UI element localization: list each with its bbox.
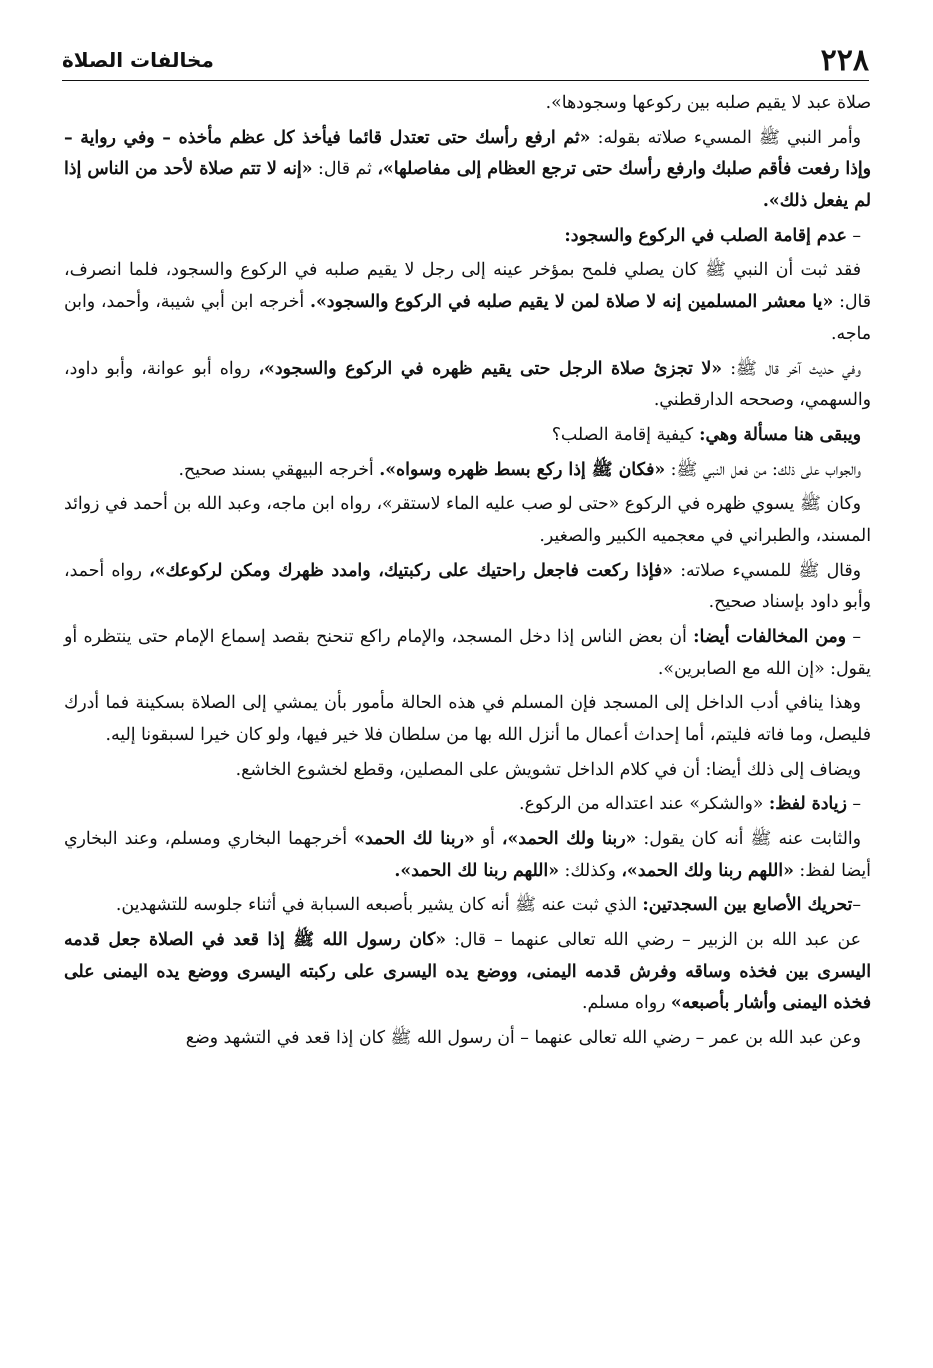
paragraph: والثابت عنه ﷺ أنه كان يقول: «ربنا ولك الحمد»، أو «ربنا لك الحمد» أخرجهما البخاري ومسلم، وعند البخاري أيضا لفظ: «اللهم ربنا ولك الحمد»، وكذلك: «اللهم ربنا لك الحمد». xyxy=(64,828,871,881)
page-header xyxy=(62,40,869,81)
hadith-quote: «ثم ارفع رأسك حتى تعتدل قائما فيأخذ كل عظم مأخذه – وفي رواية – وإذا رفعت فأقم صلبك وارفع رأسك حتى ترجع العظام إلى مفاصلها»، xyxy=(64,127,871,180)
paragraph: وقال ﷺ للمسيء صلاته: «فإذا ركعت فاجعل راحتيك على ركبتيك، وامدد ظهرك ومكن لركوعك»، رواه أحمد، وأبو داود بإسناد صحيح. xyxy=(64,560,871,613)
hadith-quote: «إنه لا تتم صلاة لأحد من الناس إذا لم يفعل ذلك». xyxy=(64,159,871,212)
hadith-quote: «فإذا ركعت فاجعل راحتيك على ركبتيك، وامدد ظهرك ومكن لركوعك»، xyxy=(149,560,673,581)
page-body xyxy=(64,88,871,1058)
section-heading: – زيادة لفظ: «والشكر» عند اعتداله من الركوع. xyxy=(519,794,861,815)
paragraph: وهذا ينافي أدب الداخل إلى المسجد فإن المسلم في هذه الحالة مأمور بأن يمشي إلى الصلاة بسكينة فما أدرك فليصل، وما فاته فليتم، أما إحداث أعمال ما أنزل الله بها من سلطان فلا خير فيها، ولو كان خيرا لسبقونا إليه. xyxy=(64,693,871,746)
section-heading: – ومن المخالفات أيضا: أن بعض الناس إذا دخل المسجد، والإمام راكع تنحنح بقصد إسماع الإمام حتى ينتظره أو يقول: «إن الله مع الصابرين». xyxy=(64,626,871,679)
paragraph: ويبقى هنا مسألة وهي: كيفية إقامة الصلب؟ xyxy=(551,424,861,445)
hadith-quote: «فكان ﷺ إذا ركع بسط ظهره وسواه». xyxy=(379,459,666,480)
page-number: ٢٢٨ xyxy=(820,42,869,78)
paragraph: فقد ثبت أن النبي ﷺ كان يصلي فلمح بمؤخر عينه إلى رجل لا يقيم صلبه في الركوع والسجود، فلما انصرف، قال: «يا معشر المسلمين إنه لا صلاة لمن لا يقيم صلبه في الركوع والسجود». أخرجه ابن أبي شيبة، وأحمد، وابن ماجه. xyxy=(64,260,871,344)
hadith-quote: «يا معشر المسلمين إنه لا صلاة لمن لا يقيم صلبه في الركوع والسجود». xyxy=(309,292,834,313)
paragraph: ويضاف إلى ذلك أيضا: أن في كلام الداخل تشويش على المصلين، وقطع لخشوع الخاشع. xyxy=(235,759,861,780)
running-title: مخالفات الصلاة xyxy=(62,48,214,72)
paragraph: والجواب على ذلك: من فعل النبي ﷺ: «فكان ﷺ إذا ركع بسط ظهره وسواه». أخرجه البيهقي بسند صحيح. xyxy=(178,459,861,480)
paragraph: عن عبد الله بن الزبير – رضي الله تعالى عنهما – قال: «كان رسول الله ﷺ إذا قعد في الصلاة جعل قدمه اليسرى بين فخذه وساقه وفرش قدمه اليمنى، ووضع يده اليسرى على ركبته اليسرى ووضع يده اليمنى على فخذه اليمنى وأشار بأصبعه» رواه مسلم. xyxy=(64,929,871,1014)
paragraph: وأمر النبي ﷺ المسيء صلاته بقوله: «ثم ارفع رأسك حتى تعتدل قائما فيأخذ كل عظم مأخذه – وفي رواية – وإذا رفعت فأقم صلبك وارفع رأسك حتى ترجع العظام إلى مفاصلها»، ثم قال: «إنه لا تتم صلاة لأحد من الناس إذا لم يفعل ذلك». xyxy=(64,127,871,212)
section-heading: – عدم إقامة الصلب في الركوع والسجود: xyxy=(564,225,861,246)
hadith-quote: «لا تجزئ صلاة الرجل حتى يقيم ظهره في الركوع والسجود»، xyxy=(258,358,723,379)
paragraph: صلاة عبد لا يقيم صلبه بين ركوعها وسجودها». xyxy=(545,93,871,113)
paragraph: وفي حديث آخر قال ﷺ: «لا تجزئ صلاة الرجل حتى يقيم ظهره في الركوع والسجود»، رواه أبو عوانة، وأبو داود، والسهمي، وصححه الدارقطني. xyxy=(64,358,871,411)
section-heading: –تحريك الأصابع بين السجدتين: الذي ثبت عنه ﷺ أنه كان يشير بأصبعه السبابة في أثناء جلوسه للتشهدين. xyxy=(115,895,861,916)
hadith-quote: «كان رسول الله ﷺ إذا قعد في الصلاة جعل قدمه اليسرى بين فخذه وساقه وفرش قدمه اليمنى، ووضع يده اليسرى على ركبته اليسرى ووضع يده اليمنى على فخذه اليمنى وأشار بأصبعه» xyxy=(64,929,871,1014)
paragraph: وعن عبد الله بن عمر – رضي الله تعالى عنهما – أن رسول الله ﷺ كان إذا قعد في التشهد وضع xyxy=(185,1028,861,1049)
paragraph: وكان ﷺ يسوي ظهره في الركوع «حتى لو صب عليه الماء لاستقر»، رواه ابن ماجه، وعبد الله بن أحمد في زوائد المسند، والطبراني في معجميه الكبير والصغير. xyxy=(64,494,871,546)
